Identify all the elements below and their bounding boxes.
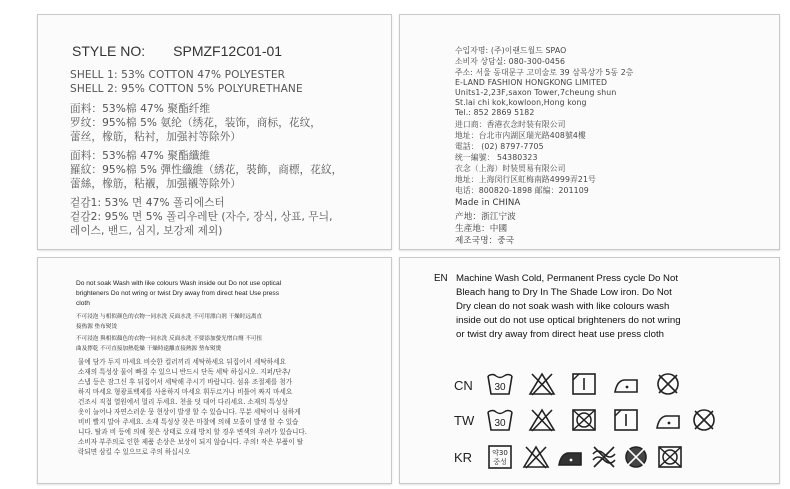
no-tumble-dry-icon (656, 444, 684, 470)
importer-line: 수입자명: (주)이랜드월드 SPAO (455, 46, 567, 55)
iron-low-icon (556, 444, 584, 470)
composition-line: 蕾丝，橡筋，粘衬，加强衬等除外） (70, 131, 242, 143)
care-line: 소비자 부주의로 인한 제품 손상은 보상이 되지 않습니다. 주의! 작은 부품이 탈 (78, 438, 304, 446)
line-dry-shade-icon (612, 407, 640, 433)
origin-line: 产地：浙江宁波 (455, 212, 516, 222)
importer-line: 소비자 상담실: 080-300-0456 (455, 57, 566, 66)
care-text-line: Machine Wash Cold, Permanent Press cycle Do Not (456, 273, 678, 284)
origin-line: 生產地：中國 (455, 224, 508, 234)
care-line: brighteners Do not wring or twist Dry away from direct heat Use press (76, 290, 280, 297)
importer-line: 地址：上海闵行区虹梅南路4999弄21号 (455, 175, 596, 184)
care-line: 스냅 등은 잠그신 후 뒤집어서 세탁해 주시기 바랍니다. 섬유 조절제를 첨가 (78, 378, 293, 386)
style-number (72, 43, 282, 59)
importer-line: 電話： (02) 8797-7705 (455, 142, 544, 151)
language-code-kr: KR (454, 450, 473, 465)
composition-line: 레이스, 밴드, 심지, 보강제 제외) (70, 225, 223, 237)
importer-line: 电话：800820-1898 邮编：201109 (455, 186, 589, 195)
composition-line: 蕾絲，橡筋，粘襯，加强襯等除外） (70, 178, 242, 190)
importer-line: 地址：台北市内湖区瑞光路408號4樓 (455, 131, 586, 140)
importer-line: E-LAND FASHION HONGKONG LIMITED (455, 78, 608, 87)
language-code-cn: CN (454, 378, 473, 393)
importer-line: 衣念（上海）时装贸易有限公司 (455, 164, 566, 173)
care-line: 接热源 垫布熨烫 (76, 324, 117, 330)
care-text-line: inside out do not use optical brighteners do not wring (456, 315, 681, 326)
line-dry-shade-icon (570, 371, 598, 397)
composition-line: 羅紋：95%棉 5% 彈性纖維（綉花，裝飾，商標，花紋， (70, 164, 343, 176)
kr-wash-text: 중성 (493, 458, 507, 466)
care-text-line: Bleach hang to Dry In The Shade Low iron. Do Not (456, 287, 672, 298)
care-line: 옷이 늘어나 자연스러운 뭉 현상이 발생 할 수 있습니다. 무분 세탁이나 심하게 (78, 408, 301, 416)
composition-line: 罗纹：95%棉 5% 氨纶（绣花，装饰，商标，花纹， (70, 117, 321, 129)
iron-low-icon (654, 407, 682, 433)
language-code-tw: TW (454, 413, 475, 428)
importer-line: St.lai chi kok,kowloon,Hong kong (455, 98, 587, 107)
composition-line: SHELL 2: 95% COTTON 5% POLYURETHANE (70, 83, 303, 95)
no-bleach-icon (522, 444, 550, 470)
care-line: cloth (76, 300, 90, 307)
care-line: 不可浸泡 與相似顏色的衣物一同水洗 反面水洗 不要添加螢光增白劑 不可扭 (76, 336, 263, 342)
no-dry-clean-icon (690, 407, 718, 433)
wash-temperature: 30 (494, 418, 506, 429)
care-line: 락되면 삼킬 수 있으므로 주의 하십시오 (78, 448, 191, 456)
composition-line: 面料：53%棉 47% 聚酯纖維 (70, 150, 211, 162)
care-line: 비비 빨지 말아 주세요. 소재 특성상 잦은 마찰에 의해 모흘이 발생 할 수 있습 (78, 418, 299, 426)
care-line: 건조시 직접 열원에서 멀리 두세요. 천을 덧 대어 다리세요. 소재의 특성상 (78, 398, 288, 406)
no-dry-clean-icon (622, 444, 650, 470)
importer-line: Tel.: 852 2869 5182 (455, 108, 535, 117)
care-text-line: or twist dry away from direct heat use press cloth (456, 329, 664, 340)
care-line: Do not soak Wash with like colours Wash inside out Do not use optical (76, 280, 282, 287)
iron-low-icon (612, 371, 640, 397)
care-line: 물에 담가 두지 마세요 비슷한 컬러끼리 세탁하세요 뒤집어서 세탁하세요 (78, 358, 286, 366)
wash-temperature: 30 (494, 382, 506, 393)
wash-30-tub-icon (486, 371, 514, 397)
care-line: 하지 마세요 형광표백제를 사용하지 마세요 휘두르거나 비틀어 짜지 마세요 (78, 388, 293, 396)
no-dry-clean-icon (654, 371, 682, 397)
care-text-line: Dry clean do not soak wash with like colours wash (456, 301, 670, 312)
label-panel-importer (399, 14, 780, 250)
composition-line: 面料：53%棉 47% 聚酯纤维 (70, 103, 211, 115)
composition-line: SHELL 1: 53% COTTON 47% POLYESTER (70, 69, 286, 81)
care-line: 不可浸泡 与相似颜色的衣物一同水洗 反面水洗 不可用漂白剂 干燥时远离直 (76, 314, 263, 320)
origin-line: Made in CHINA (455, 198, 521, 208)
label-panel-care-instructions (37, 257, 392, 484)
care-line: 曲及擰乾 不可直接加熱乾燥 干燥時遠離直接熱源 墊布熨燙 (76, 346, 222, 352)
composition-line: 겉감1: 53% 면 47% 폴리에스터 (70, 197, 225, 209)
origin-line: 제조국명：중국 (455, 236, 515, 246)
importer-line: Units1-2,23F,saxon Tower,7cheung shun (455, 88, 617, 97)
no-bleach-icon (528, 407, 556, 433)
importer-line: 进口商：香港衣念时装有限公司 (455, 120, 566, 129)
style-number-label: STYLE NO: (72, 43, 146, 59)
care-line: 소재의 특성상 물이 빠질 수 있으니 반드시 단독 세탁 하십시오. 지퍼/단추/ (78, 368, 291, 376)
composition-line: 겉감2: 95% 면 5% 폴리우레탄 (자수, 장식, 상표, 무늬, (70, 211, 333, 223)
care-line: 니다. 탈과 비 등에 의해 젖은 상태로 오래 방치 할 경우 변색의 우려가 있습니다. (78, 428, 307, 436)
label-panel-composition (37, 14, 392, 250)
importer-line: 주소: 서울 동대문구 고미술로 39 삼목상가 5동 2층 (455, 68, 634, 77)
no-tumble-dry-icon (570, 407, 598, 433)
wash-30-tub-icon (486, 407, 514, 433)
kr-wash-text: 약30 (492, 449, 508, 457)
kr-wash-30-icon (486, 444, 514, 470)
importer-line: 统一編號： 54380323 (455, 153, 538, 162)
no-bleach-icon (528, 371, 556, 397)
no-wring-icon (590, 444, 618, 470)
style-number-code: SPMZF12C01-01 (173, 43, 283, 59)
language-code-en: EN (434, 273, 448, 284)
label-panel-care-symbols (399, 257, 780, 484)
